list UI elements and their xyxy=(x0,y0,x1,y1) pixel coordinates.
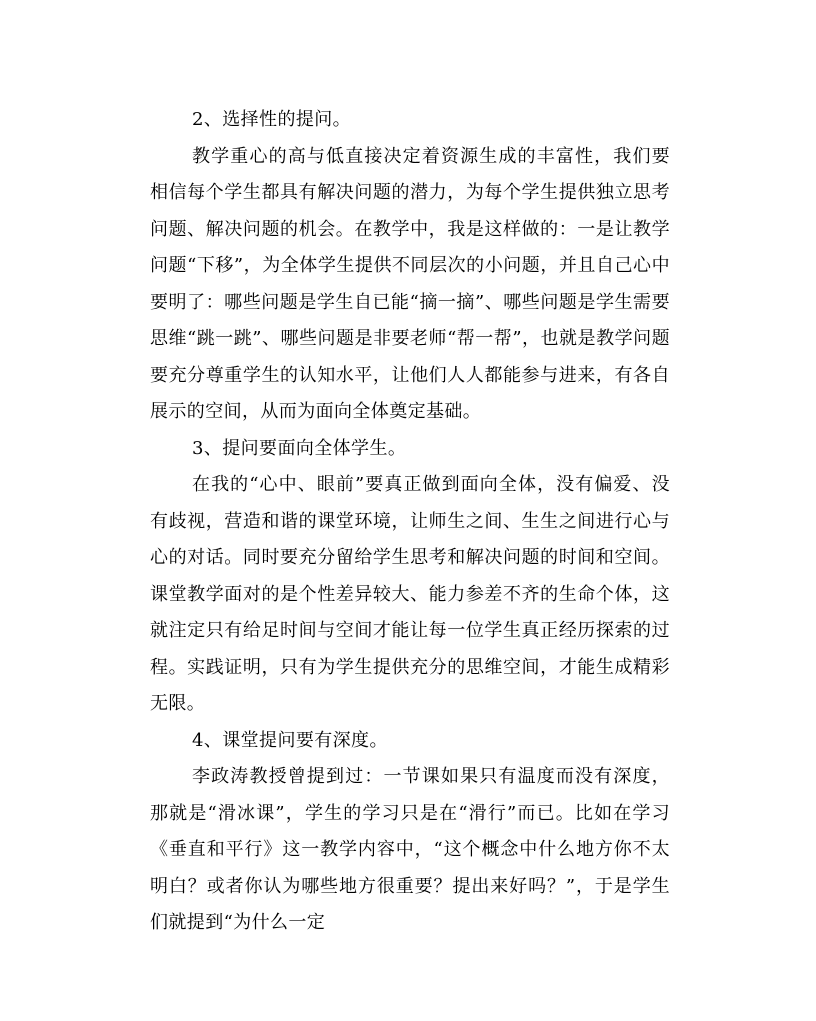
section-heading-2: 2、选择性的提问。 xyxy=(192,109,352,130)
body-paragraph: 李政涛教授曾提到过：一节课如果只有温度而没有深度，那就是“滑冰课”，学生的学习只是在“滑行”而已。比如在学习《垂直和平行》这一教学内容中，“这个概念中什么地方你不太明白？或者你认为哪些地方很重要？提出来好吗？”，于是学生们就提到“为什么一定 xyxy=(150,766,670,933)
document-body xyxy=(150,102,670,942)
body-paragraph: 教学重心的高与低直接决定着资源生成的丰富性，我们要相信每个学生都具有解决问题的潜力，为每个学生提供独立思考问题、解决问题的机会。在教学中，我是这样做的：一是让教学问题“下移”，为全体学生提供不同层次的小问题，并且自己心中要明了：哪些问题是学生自已能“摘一摘”、哪些问题是学生需要思维“跳一跳”、哪些问题是非要老师“帮一帮”，也就是教学问题要充分尊重学生的认知水平，让他们人人都能参与进来，有各自展示的空间，从而为面向全体奠定基础。 xyxy=(150,145,670,422)
body-paragraph: 在我的“心中、眼前”要真正做到面向全体，没有偏爱、没有歧视，营造和谐的课堂环境，让师生之间、生生之间进行心与心的对话。同时要充分留给学生思考和解决问题的时间和空间。课堂教学面对的是个性差异较大、能力参差不齐的生命个体，这就注定只有给足时间与空间才能让每一位学生真正经历探索的过程。实践证明，只有为学生提供充分的思维空间，才能生成精彩无限。 xyxy=(150,474,670,714)
section-heading-4: 4、课堂提问要有深度。 xyxy=(192,729,388,751)
section-heading-3: 3、提问要面向全体学生。 xyxy=(192,437,407,459)
